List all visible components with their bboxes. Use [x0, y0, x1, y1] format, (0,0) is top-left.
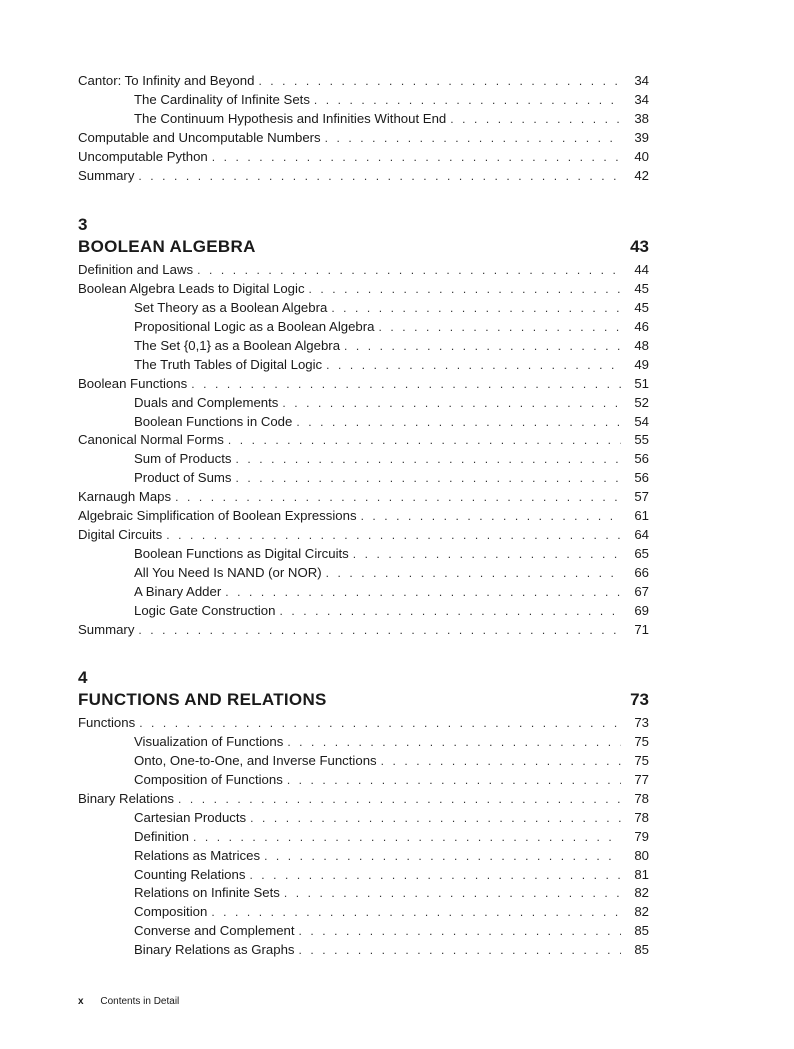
dot-leader — [381, 752, 621, 771]
dot-leader — [138, 167, 621, 186]
dot-leader — [450, 110, 621, 129]
toc-entry-page: 78 — [634, 809, 649, 825]
toc-entry-page: 82 — [634, 885, 649, 901]
toc-entry-page: 80 — [634, 847, 649, 863]
toc-subentry — [78, 866, 649, 885]
dot-leader — [175, 488, 621, 507]
toc-entry — [78, 261, 649, 280]
toc-entry-title: Onto, One-to-One, and Inverse Functions — [134, 752, 377, 768]
toc-entry-page: 48 — [634, 337, 649, 353]
dot-leader — [249, 866, 621, 885]
toc-entry-page: 56 — [634, 451, 649, 467]
toc-entry-page: 66 — [634, 565, 649, 580]
toc-entry-page: 78 — [634, 790, 649, 806]
dot-leader — [225, 583, 621, 602]
toc-entry — [78, 431, 649, 450]
chapter-section — [78, 215, 649, 640]
toc-entry-title: Boolean Algebra Leads to Digital Logic — [78, 280, 305, 296]
toc-entry-title: Digital Circuits — [78, 527, 163, 543]
dot-leader — [326, 564, 621, 583]
dot-leader — [326, 356, 621, 375]
dot-leader — [235, 469, 621, 488]
toc-entry-title: Propositional Logic as a Boolean Algebra — [134, 318, 375, 334]
toc-entry-page: 75 — [634, 752, 649, 768]
toc-entry-page: 61 — [634, 508, 649, 524]
dot-leader — [378, 318, 621, 337]
chapter-section — [78, 668, 649, 960]
toc-entry-page: 34 — [634, 91, 649, 107]
toc-entry-page: 73 — [634, 715, 649, 730]
toc-subentry — [78, 847, 649, 866]
toc-entry-page: 39 — [634, 129, 649, 145]
toc-subentry — [78, 903, 649, 922]
toc-subentry — [78, 583, 649, 602]
toc-entry-page: 38 — [634, 110, 649, 126]
toc-entry-title: Karnaugh Maps — [78, 489, 172, 505]
toc-subentry — [78, 110, 649, 129]
chapter-entries — [78, 714, 649, 960]
dot-leader — [258, 72, 621, 91]
dot-leader — [296, 413, 621, 432]
dot-leader — [212, 148, 621, 167]
toc-entry-page: 67 — [634, 583, 649, 599]
toc-entry-title: Algebraic Simplification of Boolean Expressions — [78, 508, 357, 524]
chapter-number: 3 — [78, 215, 88, 234]
toc-entry — [78, 526, 649, 545]
toc-entry-title: The Truth Tables of Digital Logic — [134, 356, 323, 372]
toc-entry-title: Counting Relations — [134, 866, 246, 882]
toc-entry-page: 46 — [634, 318, 649, 334]
toc-entry-title: Cartesian Products — [134, 809, 247, 825]
toc-entry-title: Computable and Uncomputable Numbers — [78, 129, 321, 145]
toc-subentry — [78, 733, 649, 752]
dot-leader — [344, 337, 621, 356]
toc-entry — [78, 714, 649, 733]
dot-leader — [299, 922, 621, 941]
toc-entry — [78, 488, 649, 507]
toc-subentry — [78, 602, 649, 621]
toc-entry-page: 54 — [634, 413, 649, 429]
toc-entry-page: 69 — [634, 602, 649, 618]
chapter-title: FUNCTIONS AND RELATIONS — [78, 690, 327, 709]
toc-entry-page: 75 — [634, 733, 649, 749]
toc-subentry — [78, 299, 649, 318]
toc-entry-title: The Cardinality of Infinite Sets — [134, 91, 310, 107]
toc-entry-page: 65 — [634, 546, 649, 562]
toc-subentry — [78, 564, 649, 583]
toc-entry-title: Composition — [134, 904, 208, 920]
toc-subentry — [78, 469, 649, 488]
toc-entry-title: Product of Sums — [134, 470, 232, 486]
toc-entry-page: 85 — [634, 923, 649, 939]
dot-leader — [139, 714, 621, 733]
toc-entry-title: Uncomputable Python — [78, 148, 208, 164]
toc-subentry — [78, 394, 649, 413]
toc-entry-title: Binary Relations as Graphs — [134, 942, 295, 958]
toc-entry-page: 40 — [634, 148, 649, 164]
toc-entry-title: Logic Gate Construction — [134, 602, 276, 618]
toc-entry-page: 77 — [634, 771, 649, 787]
toc-subentry — [78, 337, 649, 356]
dot-leader — [228, 431, 621, 450]
toc-subentry — [78, 545, 649, 564]
toc-entry-page: 64 — [634, 527, 649, 543]
toc-entry-page: 79 — [634, 828, 649, 844]
dot-leader — [353, 545, 621, 564]
toc-entry-page: 49 — [634, 356, 649, 372]
toc-entry-title: Relations as Matrices — [134, 847, 261, 863]
toc-entry-page: 85 — [634, 942, 649, 958]
toc-entry-title: Composition of Functions — [134, 771, 283, 787]
dot-leader — [197, 261, 621, 280]
dot-leader — [325, 129, 621, 148]
toc-entry — [78, 148, 649, 167]
chapter-page: 43 — [630, 237, 649, 256]
toc-subentry — [78, 450, 649, 469]
toc-entry-page: 44 — [634, 262, 649, 277]
toc-entry-title: Converse and Complement — [134, 923, 295, 939]
toc-subentry — [78, 941, 649, 960]
toc-entry-title: Functions — [78, 715, 136, 730]
toc-entry-title: A Binary Adder — [134, 583, 222, 599]
toc-entry — [78, 167, 649, 186]
toc-entry-page: 55 — [634, 432, 649, 448]
dot-leader — [331, 299, 621, 318]
dot-leader — [361, 507, 621, 526]
toc-entry-title: Visualization of Functions — [134, 733, 284, 749]
dot-leader — [211, 903, 621, 922]
chapter-heading — [78, 668, 649, 714]
toc-entry-title: Boolean Functions in Code — [134, 413, 293, 429]
dot-leader — [299, 941, 621, 960]
toc-section-continuation — [78, 72, 649, 186]
toc-subentry — [78, 828, 649, 847]
page-footer — [78, 996, 179, 1008]
toc-entry — [78, 129, 649, 148]
toc-entry-page: 51 — [634, 375, 649, 391]
toc-entry-title: Relations on Infinite Sets — [134, 885, 280, 901]
toc-entry-title: The Continuum Hypothesis and Infinities Without End — [134, 110, 447, 126]
toc-entry-title: Boolean Functions as Digital Circuits — [134, 546, 349, 562]
toc-entry-page: 45 — [634, 280, 649, 296]
toc-entry-title: Binary Relations — [78, 790, 175, 806]
toc-entry-page: 81 — [634, 866, 649, 882]
dot-leader — [178, 790, 621, 809]
dot-leader — [287, 771, 621, 790]
toc-entry — [78, 790, 649, 809]
toc-subentry — [78, 413, 649, 432]
chapter-title: BOOLEAN ALGEBRA — [78, 237, 256, 256]
toc-entry-title: Sum of Products — [134, 451, 232, 467]
footer-page-number: x — [78, 996, 84, 1007]
toc-entry-page: 34 — [634, 73, 649, 88]
chapter-page: 73 — [630, 690, 649, 709]
toc-entry-page: 57 — [634, 489, 649, 505]
toc-entry-page: 52 — [634, 394, 649, 410]
toc-entry-title: Canonical Normal Forms — [78, 432, 224, 448]
dot-leader — [314, 91, 621, 110]
dot-leader — [193, 828, 621, 847]
toc-entry-title: Definition and Laws — [78, 262, 194, 277]
toc-entry-title: Summary — [78, 167, 135, 183]
dot-leader — [191, 375, 621, 394]
toc-entry-page: 45 — [634, 299, 649, 315]
toc-subentry — [78, 809, 649, 828]
dot-leader — [309, 280, 621, 299]
dot-leader — [287, 733, 621, 752]
toc-entry-title: Summary — [78, 621, 135, 637]
footer-section-label: Contents in Detail — [100, 996, 180, 1007]
dot-leader — [284, 884, 621, 903]
toc-entry-title: Definition — [134, 828, 189, 844]
toc-entry-title: The Set {0,1} as a Boolean Algebra — [134, 337, 341, 353]
chapter-heading — [78, 215, 649, 261]
toc-entry — [78, 72, 649, 91]
toc-entry-title: Duals and Complements — [134, 394, 279, 410]
dot-leader — [138, 621, 621, 640]
toc-subentry — [78, 91, 649, 110]
toc-entry-page: 56 — [634, 470, 649, 486]
toc-subentry — [78, 318, 649, 337]
toc-entry-title: Boolean Functions — [78, 375, 188, 391]
dot-leader — [264, 847, 621, 866]
toc-entry — [78, 280, 649, 299]
toc-entry — [78, 375, 649, 394]
dot-leader — [166, 526, 621, 545]
toc-entry-page: 71 — [634, 621, 649, 637]
chapter-number: 4 — [78, 668, 88, 687]
dot-leader — [279, 602, 621, 621]
toc-entry-page: 82 — [634, 904, 649, 920]
toc-entry-title: All You Need Is NAND (or NOR) — [134, 565, 322, 580]
toc-subentry — [78, 752, 649, 771]
chapter-entries — [78, 261, 649, 640]
toc-entry — [78, 621, 649, 640]
toc-entry-page: 42 — [634, 167, 649, 183]
toc-subentry — [78, 922, 649, 941]
toc-entry-title: Cantor: To Infinity and Beyond — [78, 73, 255, 88]
dot-leader — [282, 394, 621, 413]
toc-subentry — [78, 884, 649, 903]
dot-leader — [235, 450, 621, 469]
toc-entry-title: Set Theory as a Boolean Algebra — [134, 299, 328, 315]
toc-entry — [78, 507, 649, 526]
toc-subentry — [78, 356, 649, 375]
dot-leader — [250, 809, 621, 828]
toc-subentry — [78, 771, 649, 790]
